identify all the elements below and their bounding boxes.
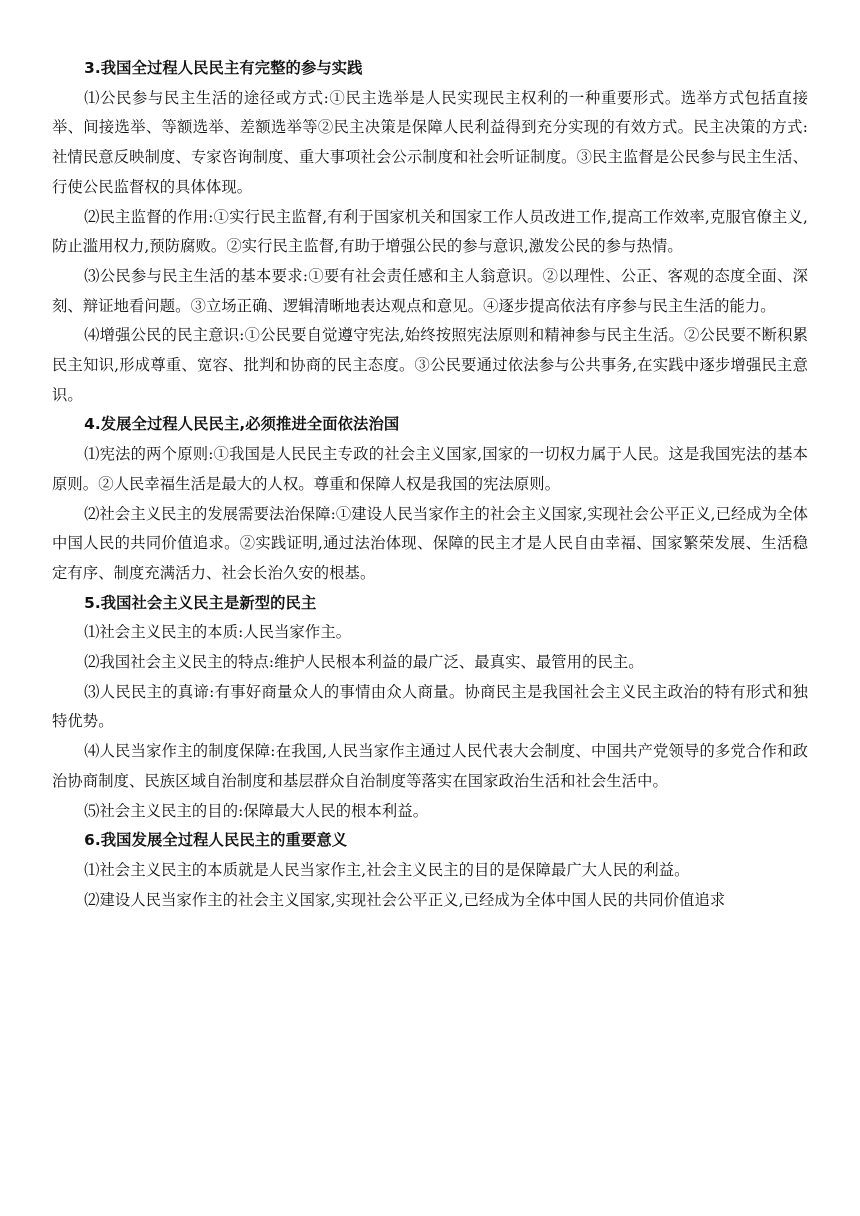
paragraph: ⑶人民民主的真谛:有事好商量众人的事情由众人商量。协商民主是我国社会主义民主政治的特有形式和独特优势。 — [52, 682, 808, 731]
paragraph: ⑵我国社会主义民主的特点:维护人民根本利益的最广泛、最真实、最管用的民主。 — [84, 653, 644, 672]
paragraph: ⑵民主监督的作用:①实行民主监督,有利于国家机关和国家工作人员改进工作,提高工作效率,克服官僚主义,防止滥用权力,预防腐败。②实行民主监督,有助于增强公民的参与意识,激发公民的参与热情。 — [52, 207, 808, 256]
section-heading-5: 5.我国社会主义民主是新型的民主 — [84, 593, 317, 612]
paragraph: ⑴公民参与民主生活的途径或方式:①民主选举是人民实现民主权利的一种重要形式。选举方式包括直接举、间接选举、等额选举、差额选举等②民主决策是保障人民利益得到充分实现的有效方式。民主决策的方式:社情民意反映制度、专家咨询制度、重大事项社会公示制度和社会听证制度。③民主监督是公民参与民主生活、行使公民监督权的具体体现。 — [52, 88, 808, 196]
paragraph: ⑷人民当家作主的制度保障:在我国,人民当家作主通过人民代表大会制度、中国共产党领导的多党合作和政治协商制度、民族区域自治制度和基层群众自治制度等落实在国家政治生活和社会生活中。 — [52, 742, 808, 790]
section-heading-4: 4.发展全过程人民民主,必须推进全面依法治国 — [84, 415, 400, 434]
paragraph: ⑴社会主义民主的本质就是人民当家作主,社会主义民主的目的是保障最广大人民的利益。 — [84, 860, 690, 879]
paragraph: ⑸社会主义民主的目的:保障最大人民的根本利益。 — [84, 801, 429, 820]
paragraph: ⑷增强公民的民主意识:①公民要自觉遵守宪法,始终按照宪法原则和精神参与民主生活。②公民要不断积累民主知识,形成尊重、宽容、批判和协商的民主态度。③公民要通过依法参与公共事务,在实践中逐步增强民主意识。 — [52, 326, 808, 404]
paragraph: ⑵建设人民当家作主的社会主义国家,实现社会公平正义,已经成为全体中国人民的共同价值追求 — [84, 890, 726, 909]
paragraph: ⑴社会主义民主的本质:人民当家作主。 — [84, 623, 352, 642]
paragraph: ⑶公民参与民主生活的基本要求:①要有社会责任感和主人翁意识。②以理性、公正、客观的态度全面、深刻、辩证地看问题。③立场正确、逻辑清晰地表达观点和意见。④逐步提高依法有序参与民主生活的能力。 — [52, 266, 808, 315]
section-heading-6: 6.我国发展全过程人民民主的重要意义 — [84, 831, 348, 850]
paragraph: ⑵社会主义民主的发展需要法治保障:①建设人民当家作主的社会主义国家,实现社会公平正义,已经成为全体中国人民的共同价值追求。②实践证明,通过法治体现、保障的民主才是人民自由幸福、国家繁荣发展、生活稳定有序、制度充满活力、社会长治久安的根基。 — [52, 504, 808, 582]
section-heading-3: 3.我国全过程人民民主有完整的参与实践 — [84, 59, 363, 77]
paragraph: ⑴宪法的两个原则:①我国是人民民主专政的社会主义国家,国家的一切权力属于人民。这是我国宪法的基本原则。②人民幸福生活是最大的人权。尊重和保障人权是我国的宪法原则。 — [52, 445, 808, 493]
